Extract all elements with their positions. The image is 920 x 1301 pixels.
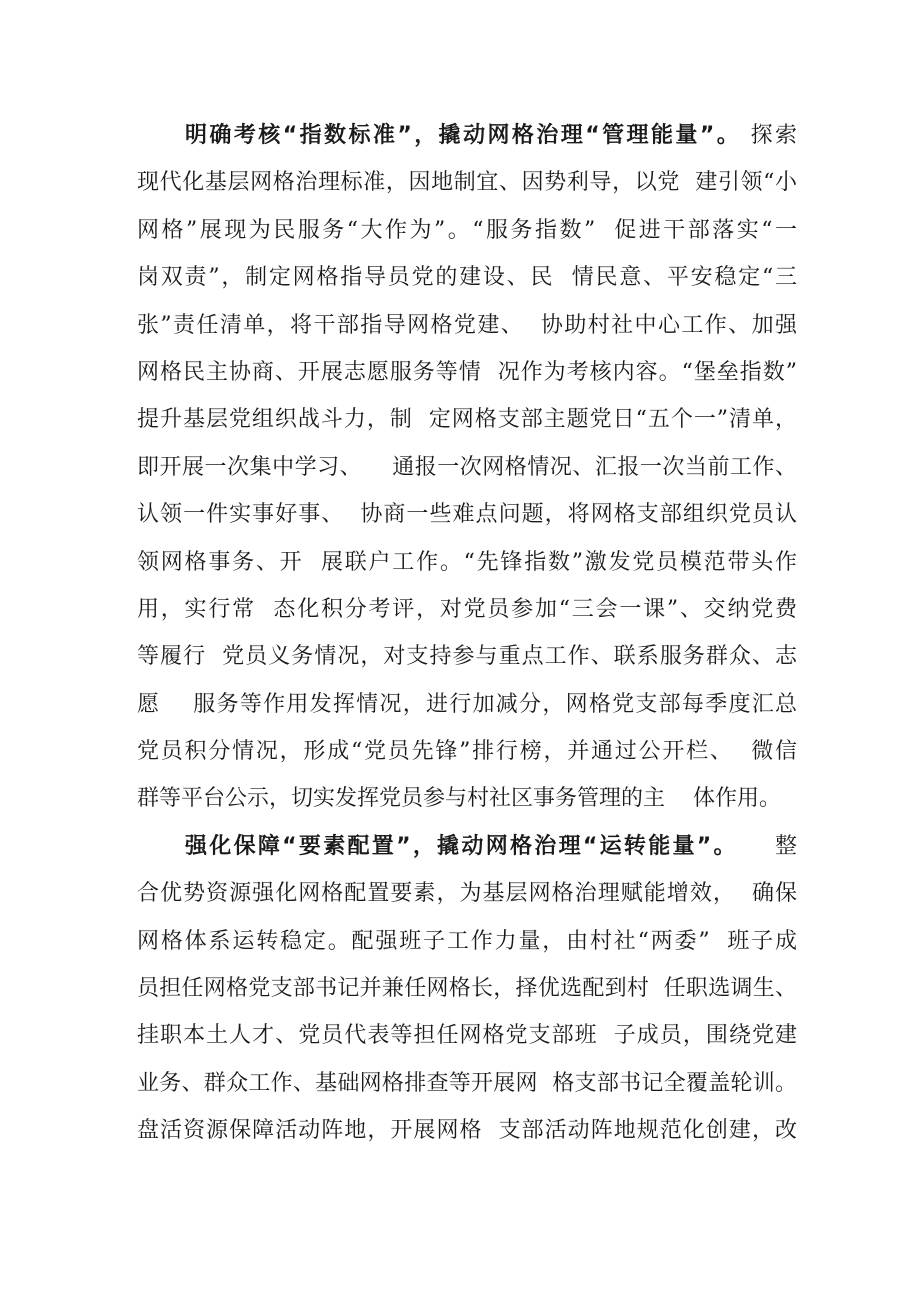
document-body [137,112,797,1155]
paragraph-2-line-3: 网格体系运转稳定。配强班子工作力量，由村社“两委” 班子成 [137,928,797,954]
paragraph-1-line-1 [137,112,797,159]
paragraph-2-line-4: 员担任网格党支部书记并兼任网格长，择优选配到村 任职选调生、 [137,976,797,1002]
paragraph-1-line-5: 张”责任清单，将干部指导网格党建、 协助村社中心工作、加强 [137,312,797,338]
paragraph-1-line-13: 愿 服务等作用发挥情况，进行加减分，网格党支部每季度汇总 [137,691,797,717]
paragraph-1-heading: 明确考核“指数标准”，撬动网格治理“管理能量”。 [185,123,742,148]
paragraph-1-line-14: 党员积分情况，形成“党员先锋”排行榜，并通过公开栏、 微信 [137,739,797,765]
paragraph-1-line-11: 用，实行常 态化积分考评，对党员参加“三会一课”、交纳党费 [137,596,797,622]
paragraph-2-line-5: 挂职本土人才、党员代表等担任网格党支部班 子成员，围绕党建 [137,1023,797,1049]
paragraph-1-line-7: 提升基层党组织战斗力，制 定网格支部主题党日“五个一”清单， [137,407,797,433]
paragraph-2-line-2: 合优势资源强化网格配置要素，为基层网格治理赋能增效， 确保 [137,881,797,907]
paragraph-1-line-3: 网格”展现为民服务“大作为”。“服务指数” 促进干部落实“一 [137,217,797,243]
paragraph-1-line-15: 群等平台公示，切实发挥党员参与村社区事务管理的主 体作用。 [137,786,781,812]
paragraph-1-line-1-text: 探索 [741,123,797,148]
paragraph-1-line-6: 网格民主协商、开展志愿服务等情 况作为考核内容。“堡垒指数” [137,359,797,385]
paragraph-2-line-1 [137,823,797,870]
paragraph-2-line-6: 业务、群众工作、基础网格排查等开展网 格支部书记全覆盖轮训。 [137,1070,797,1096]
paragraph-1-line-12: 等履行 党员义务情况，对支持参与重点工作、联系服务群众、志 [137,644,797,670]
paragraph-2-line-7: 盘活资源保障活动阵地，开展网格 支部活动阵地规范化创建，改 [137,1118,797,1144]
paragraph-1-line-9: 认领一件实事好事、 协商一些难点问题，将网格支部组织党员认 [137,502,797,528]
paragraph-2-line-1-text: 整 [737,833,797,859]
paragraph-2-heading: 强化保障“要素配置”，撬动网格治理“运转能量”。 [185,833,738,859]
paragraph-1-line-8: 即开展一次集中学习、 通报一次网格情况、汇报一次当前工作、 [137,454,797,480]
paragraph-1-line-2: 现代化基层网格治理标准，因地制宜、因势利导，以党 建引领“小 [137,170,797,196]
paragraph-1-line-10: 领网格事务、开 展联户工作。“先锋指数”激发党员模范带头作 [137,549,797,575]
paragraph-1-line-4: 岗双责”，制定网格指导员党的建设、民 情民意、平安稳定“三 [137,265,797,291]
